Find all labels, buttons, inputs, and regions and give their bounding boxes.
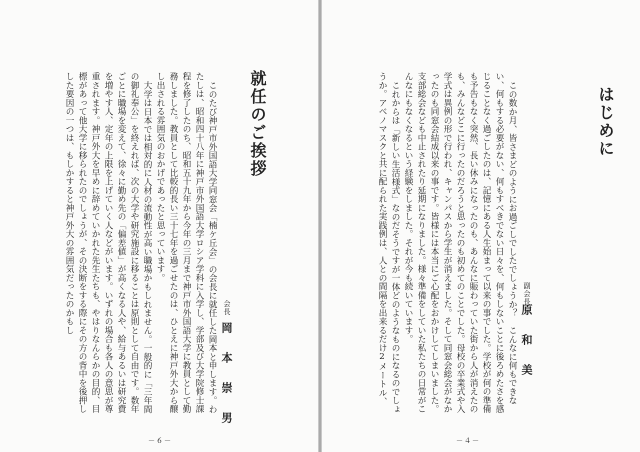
left-paragraph: 大学は日本では相対的に人材の流動性が高い職場かもしれません。一般的に「三年間の御礼奉公」を終えれば、次の大学や研究施設に移ることは原則として自由です。数年ごとに職場を変えて、徐々に勤め先の「偏差値」が高くなる人や、給与あるいは研究費を増やす人、定年の上限を上げていく人などがいます。いずれの場合も各人の意思が尊重されます。神戸外大を早めに辞めていかれた先生たちも、やはりなんらかの目的、目標があって他大学に移られたのでしょうが、その決断をする際にその方の背中を後押しした要因の一つは、もしかすると神戸外大の雰囲気だったのかもし: [64, 72, 152, 414]
right-author-name: 原 和 美: [520, 304, 533, 379]
left-page: [0, 0, 318, 452]
right-page-number: －４－: [456, 437, 480, 445]
left-paragraph: このたび神戸市外国語大学同窓会「楠ケ丘会」の会長に就任した岡本と申します。わたしは、昭和四十八年に神戸市外国語大学ロシア学科に入学し、学部及び大学院修士課程を修了したのち、昭和五十九年から今年の三月まで神戸市外国語大学に教員として勤務しました。教員として比較的長い三十七年を過ごせたのは、ひとえに神戸外大から醸し出される雰囲気のおかげであったと思っています。: [155, 72, 217, 414]
left-author-role: 会長: [223, 300, 231, 316]
left-author-name: 岡 本 崇 男: [220, 322, 233, 427]
right-paragraph: これからは「新しい生活様式」なのだそうですが一体どのようなものになるのでしょうか。アベノマスクと共に配られた実践例は、人との間隔を出来るだけ2メートル、: [377, 72, 400, 414]
left-page-title: 就任のご挨拶: [248, 70, 267, 178]
right-body-text: [342, 72, 518, 416]
right-page-title: はじめに: [596, 86, 615, 158]
right-paragraph: この数か月、皆さまどのようにお過ごしでしたでしょうか？ こんなに何もできない、何もする必要がない、何もすべきでない日々を、何もしないことに後ろめたさを感じることなく過ごしたのは、記憶にある人生始まって以来の事でした。学校が何の準備も予告もなく突然、長い休みになったのも、あんなに賑わっていた街から人が消えたのも、みんなどこに行ったのだろうと思ったのも初めてのことでした。母校の卒業式や入学式は異例の形で行われ、キャンパスから学生が消えました。そして同窓会総会がなかったのも同窓会結成以来の事です。皆様には本当にご心配をおかけしてしまいました。支部総会なども中止されたり延期になりました。様々準備をしていた私たちの日常がこんなにもなくなるという経験をしました。それが今も続いています。: [403, 72, 517, 414]
right-author-role: 副会長: [523, 282, 531, 306]
right-page: [322, 0, 640, 452]
left-page-number: －６－: [148, 437, 172, 445]
left-body-text: [20, 72, 218, 416]
